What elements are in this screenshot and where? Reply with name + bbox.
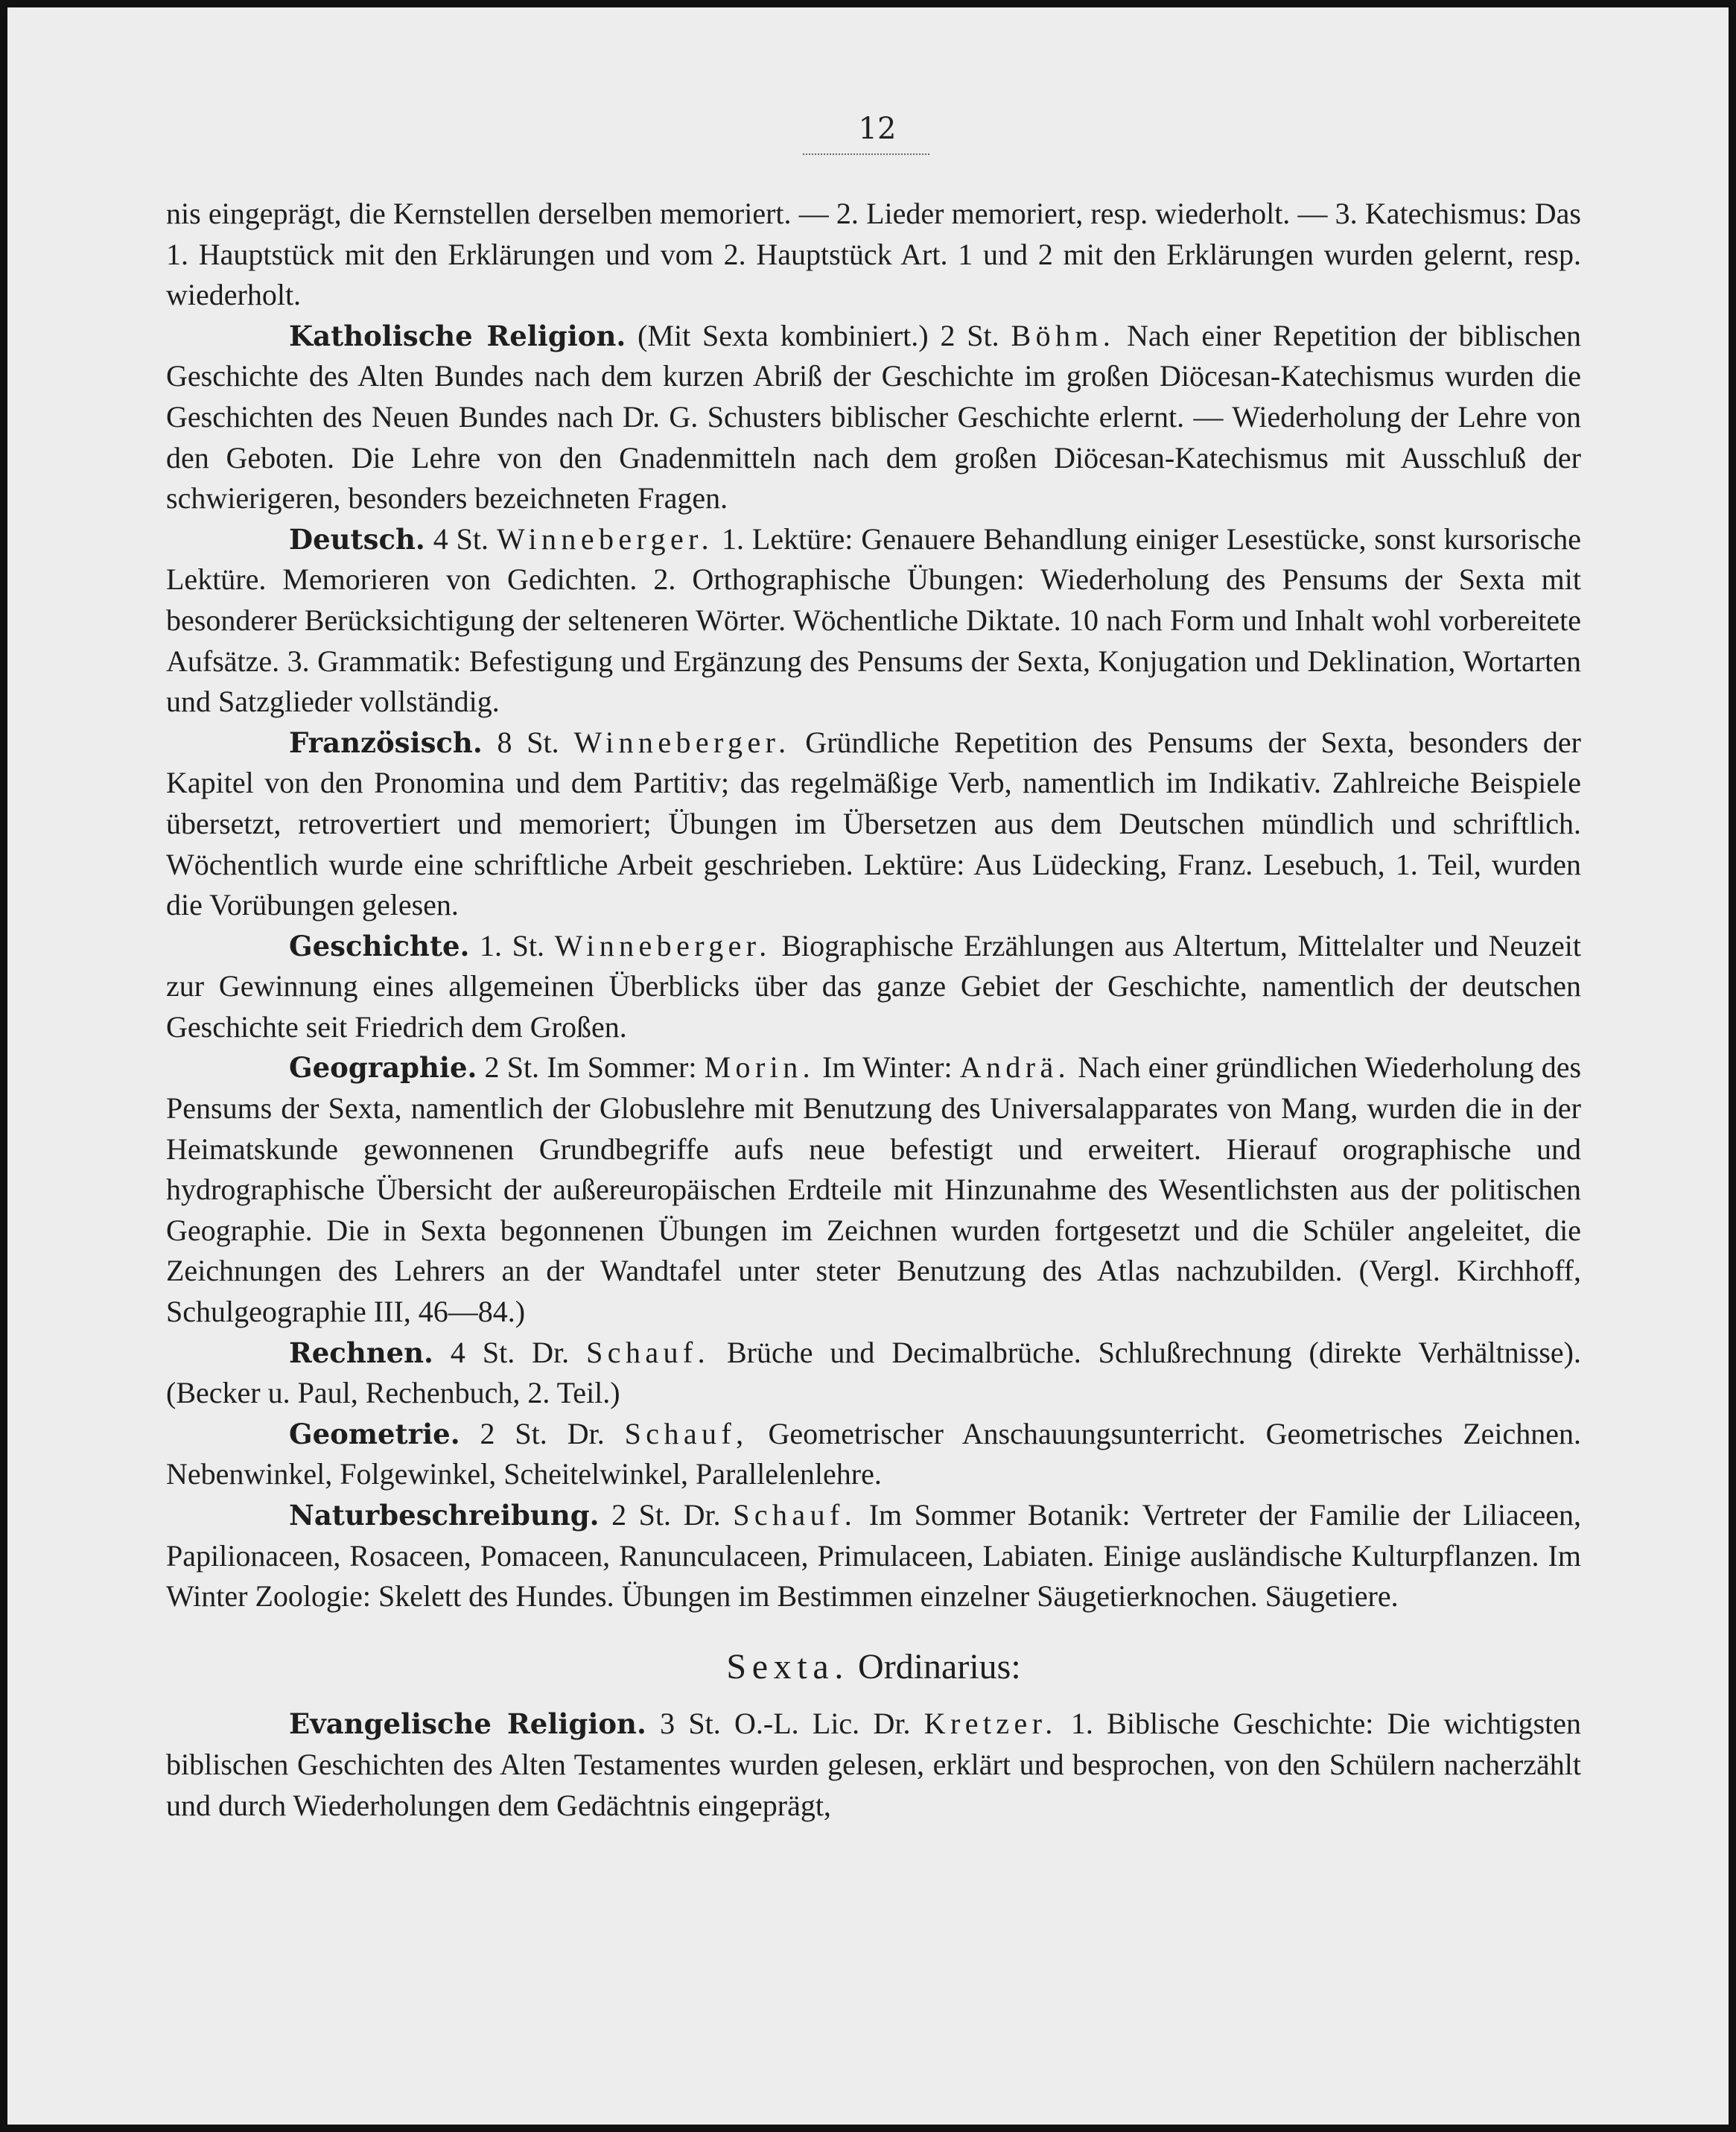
paragraph-naturbeschreibung (166, 1495, 1581, 1617)
hours-note: 4 St. Dr. (433, 1335, 587, 1369)
subject-heading: Französisch. (289, 726, 483, 759)
paragraph-text: Biographische Erzählungen aus Altertum, Mittelalter und Neuzeit zur Gewinnung eines allgemeinen Überblicks über das ganze Gebiet der Geschichte, namentlich der deutschen Geschichte seit Friedrich dem Großen. (166, 928, 1582, 1044)
paragraph-franzoesisch (166, 723, 1581, 926)
paragraph-text: nis eingeprägt, die Kernstellen derselben memoriert. — 2. Lieder memoriert, resp. wiederholt. — 3. Katechismus: Das 1. Hauptstück mit den Erklärungen und vom 2. Hauptstück Art. 1 und 2 mit den Erklärungen wurden gelernt, resp. wiederholt. (166, 197, 1581, 312)
section-title (166, 1647, 1581, 1688)
teacher-name: Kretzer. (923, 1707, 1058, 1741)
subject-heading: Geometrie. (289, 1417, 460, 1450)
teacher-name: Morin. (704, 1050, 815, 1085)
paragraph-continuation (166, 194, 1581, 316)
subject-heading: Naturbeschreibung. (289, 1499, 600, 1532)
teacher-name: Schauf, (624, 1416, 748, 1450)
scanned-page (7, 7, 1729, 2125)
paragraph-text: Nach einer gründlichen Wiederholung des Pensums der Sexta, namentlich der Globuslehre mit Benutzung des Universalapparates von Mang, wurden die in der Heimatskunde gewonnenen Grundbegriffe aufs neue befestigt und erweitert. Hierauf orographische und hydrographische Übersicht der außereuropäischen Erdteile mit Hinzunahme des Wesentlichsten aus der politischen Geographie. Die in Sexta begonnenen Übungen im Zeichnen wurden fortgesetzt und die Schüler angeleitet, die Zeichnungen des Lehrers an der Wandtafel unter steter Benutzung des Atlas nachzubilden. (Vergl. Kirchhoff, Schulgeographie III, 46—84.) (166, 1050, 1582, 1329)
paragraph-text: Gründliche Repetition des Pensums der Sexta, besonders der Kapitel von den Pronomina und dem Partitiv; das regelmäßige Verb, namentlich im Indikativ. Zahlreiche Beispiele übersetzt, retrovertiert und memoriert; Übungen im Übersetzen aus dem Deutschen mündlich und schriftlich. Wöchentlich wurde eine schriftliche Arbeit geschrieben. Lektüre: Aus Lüdecking, Franz. Lesebuch, 1. Teil, wurden die Vorübungen gelesen. (166, 725, 1582, 922)
teacher-name: Schauf. (586, 1335, 710, 1369)
paragraph-text: Brüche und Decimalbrüche. Schlußrechnung (direkte Verhältnisse). (Becker u. Paul, Rechenbuch, 2. Teil.) (166, 1335, 1581, 1410)
paragraph-rechnen (166, 1333, 1581, 1414)
paragraph-deutsch (166, 519, 1581, 723)
subject-heading: Geschichte. (289, 929, 470, 962)
section-label: Ordinarius: (849, 1646, 1021, 1687)
paragraph-geschichte (166, 926, 1581, 1048)
paragraph-text: 1. Lektüre: Genauere Behandlung einiger Lesestücke, sonst kursorische Lektüre. Memorieren von Gedichten. 2. Orthographische Übungen: Wiederholung des Pensums der Sexta mit besonderer Berücksichtigung der selteneren Wörter. Wöchentliche Diktate. 10 nach Form und Inhalt wohl vorbereitete Aufsätze. 3. Grammatik: Befestigung und Ergänzung des Pensums der Sexta, Konjugation und Deklination, Wortarten und Satzglieder vollständig. (166, 521, 1581, 719)
teacher-name: Winneberger. (554, 928, 772, 962)
hours-note: 2 St. Dr. (599, 1498, 734, 1532)
paragraph-geometrie (166, 1414, 1581, 1495)
page-number-ornament (803, 149, 929, 155)
subject-heading: Katholische Religion. (289, 319, 626, 352)
teacher-name: Schauf. (733, 1498, 857, 1532)
paragraph-evangelische-religion (166, 1704, 1581, 1826)
body-text (166, 194, 1581, 1826)
hours-note: 8 St. (482, 725, 574, 759)
section-name: Sexta. (726, 1646, 850, 1687)
hours-note: 2 St. Im Sommer: (477, 1050, 705, 1085)
teacher-name: Böhm. (1011, 318, 1116, 352)
subject-heading: Rechnen. (289, 1336, 433, 1369)
paragraph-text: Geometrischer Anschauungsunterricht. Geometrisches Zeichnen. Nebenwinkel, Folgewinkel, Scheitelwinkel, Parallelenlehre. (166, 1416, 1582, 1491)
subject-heading: Geographie. (289, 1051, 477, 1085)
subject-heading: Deutsch. (289, 522, 425, 556)
subject-heading: Evangelische Religion. (289, 1707, 646, 1741)
teacher-name: Winneberger. (496, 521, 714, 556)
teacher-name: Winneberger. (573, 725, 791, 759)
hours-note: (Mit Sexta kombiniert.) 2 St. (626, 318, 1011, 352)
hours-note-winter: Im Winter: (815, 1050, 960, 1085)
paragraph-katholische-religion (166, 316, 1581, 519)
hours-note: 3 St. O.-L. Lic. Dr. (646, 1707, 924, 1741)
paragraph-geographie (166, 1047, 1581, 1332)
paragraph-text: Im Sommer Botanik: Vertreter der Familie der Liliaceen, Papilionaceen, Rosaceen, Pomaceen, Ranunculaceen, Primulaceen, Labiaten. Einige ausländische Kulturpflanzen. Im Winter Zoologie: Skelett des Hundes. Übungen im Bestimmen einzelner Säugetierknochen. Säugetiere. (166, 1498, 1581, 1614)
hours-note: 1. St. (469, 928, 555, 962)
hours-note: 2 St. Dr. (460, 1416, 625, 1450)
hours-note: 4 St. (425, 521, 497, 556)
paragraph-text: Nach einer Repetition der biblischen Geschichte des Alten Bundes nach dem kurzen Abriß der Geschichte im großen Diöcesan-Katechismus wurden die Geschichten des Neuen Bundes nach Dr. G. Schusters biblischer Geschichte erlernt. — Wiederholung der Lehre von den Geboten. Die Lehre von den Gnadenmitteln nach dem großen Diöcesan-Katechismus mit Ausschluß der schwierigeren, besonders bezeichneten Fragen. (166, 318, 1581, 515)
paragraph-text: 1. Biblische Geschichte: Die wichtigsten biblischen Geschichten des Alten Testamentes wurden gelesen, erklärt und besprochen, von den Schülern nacherzählt und durch Wiederholungen dem Gedächtnis eingeprägt, (166, 1707, 1581, 1822)
page-number: 12 (858, 112, 897, 146)
teacher-name-winter: Andrä. (959, 1050, 1071, 1085)
